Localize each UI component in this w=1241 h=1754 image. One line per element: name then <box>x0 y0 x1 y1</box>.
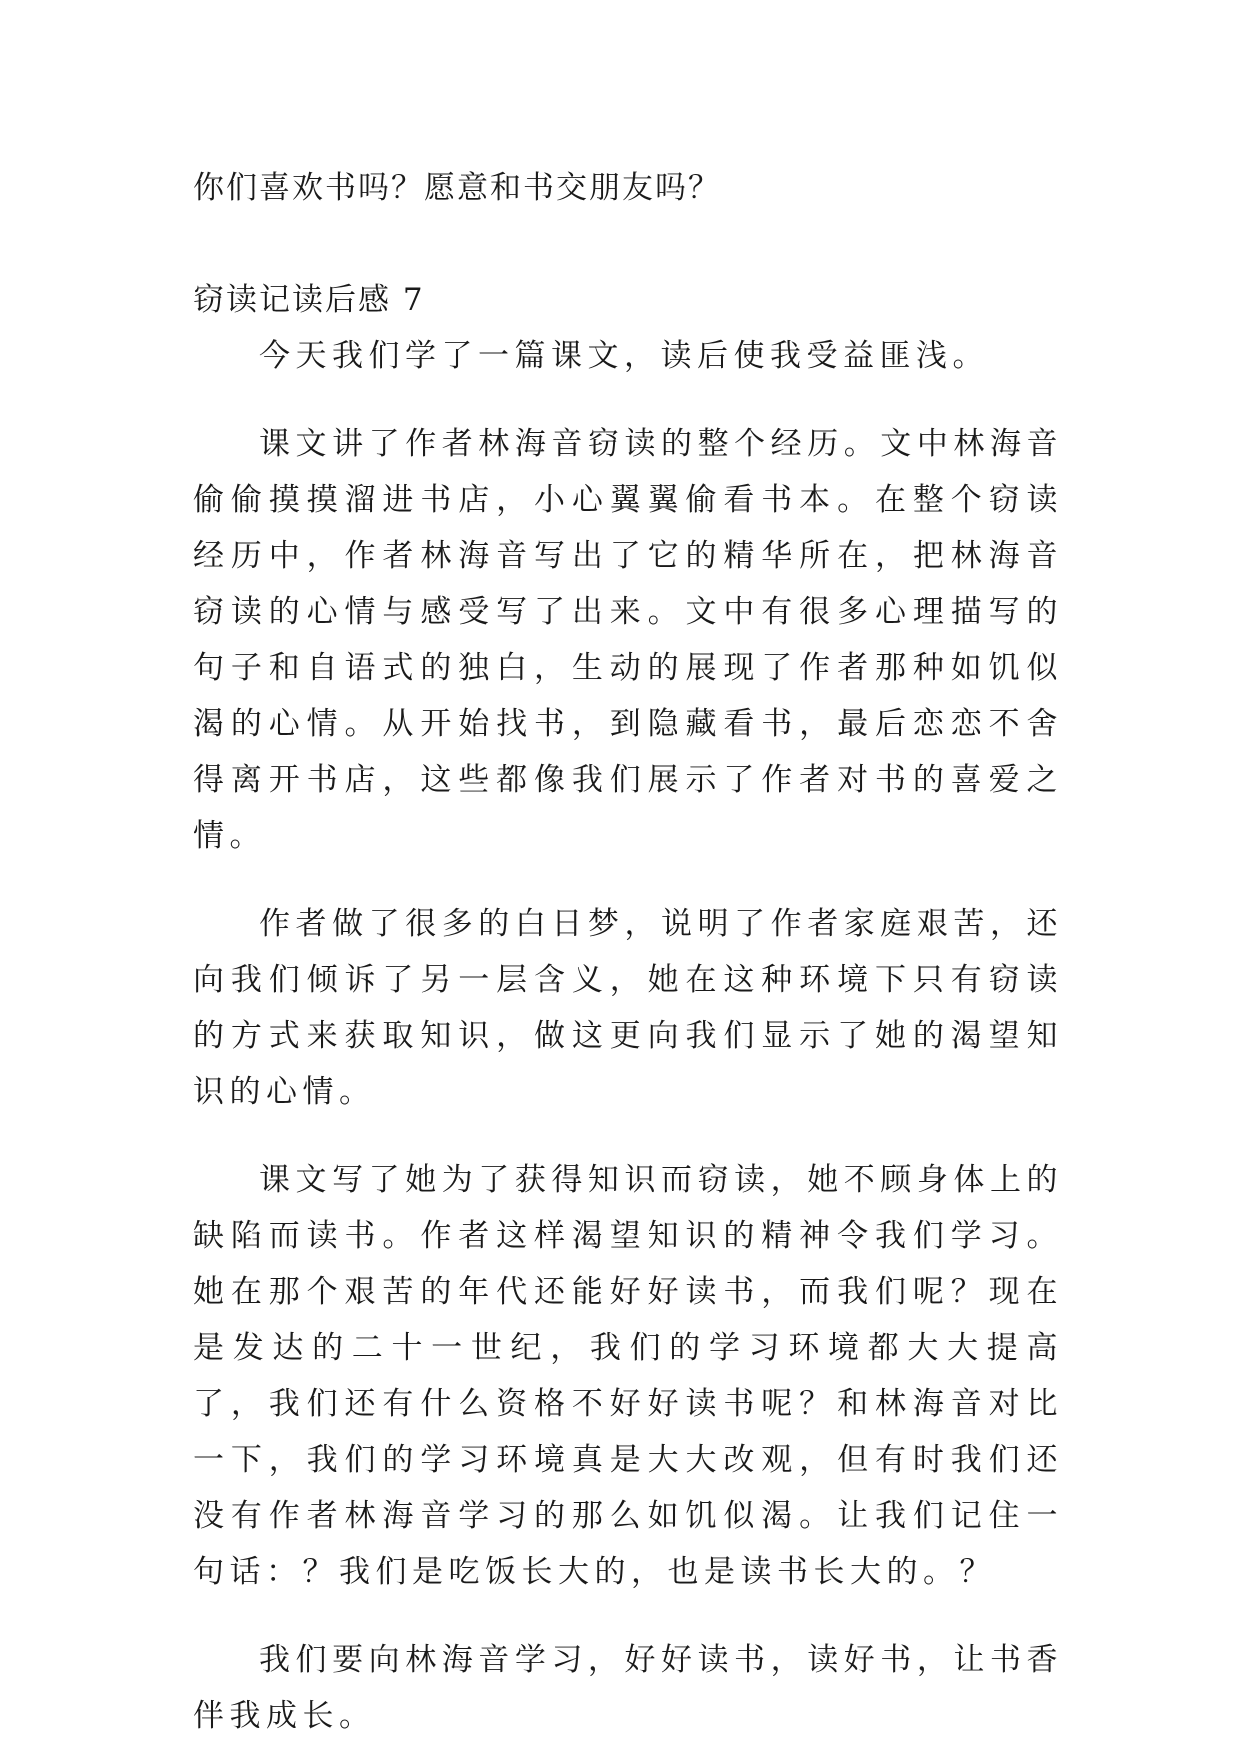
paragraph: 课文写了她为了获得知识而窃读，她不顾身体上的缺陷而读书。作者这样渴望知识的精神令我们学习。她在那个艰苦的年代还能好好读书，而我们呢？现在是发达的二十一世纪，我们的学习环境都大大提高了，我们还有什么资格不好好读书呢？和林海音对比一下，我们的学习环境真是大大改观，但有时我们还没有作者林海音学习的那么如饥似渴。让我们记住一句话：？我们是吃饭长大的，也是读书长大的。？ <box>193 1162 1063 1590</box>
intro-line: 你们喜欢书吗？愿意和书交朋友吗？ <box>193 170 721 206</box>
paragraph: 课文讲了作者林海音窃读的整个经历。文中林海音偷偷摸摸溜进书店，小心翼翼偷看书本。在整个窃读经历中，作者林海音写出了它的精华所在，把林海音窃读的心情与感受写了出来。文中有很多心理描写的句子和自语式的独白，生动的展现了作者那种如饥似渴的心情。从开始找书，到隐藏看书，最后恋恋不舍得离开书店，这些都像我们展示了作者对书的喜爱之情。 <box>193 426 1063 854</box>
section-heading: 窃读记读后感 7 <box>193 282 425 318</box>
document-body <box>193 160 1063 1744</box>
paragraph: 今天我们学了一篇课文，读后使我受益匪浅。 <box>259 338 989 374</box>
paragraph: 作者做了很多的白日梦，说明了作者家庭艰苦，还向我们倾诉了另一层含义，她在这种环境下只有窃读的方式来获取知识，做这更向我们显示了她的渴望知识的心情。 <box>193 906 1063 1110</box>
paragraph: 我们要向林海音学习，好好读书，读好书，让书香伴我成长。 <box>193 1642 1063 1734</box>
